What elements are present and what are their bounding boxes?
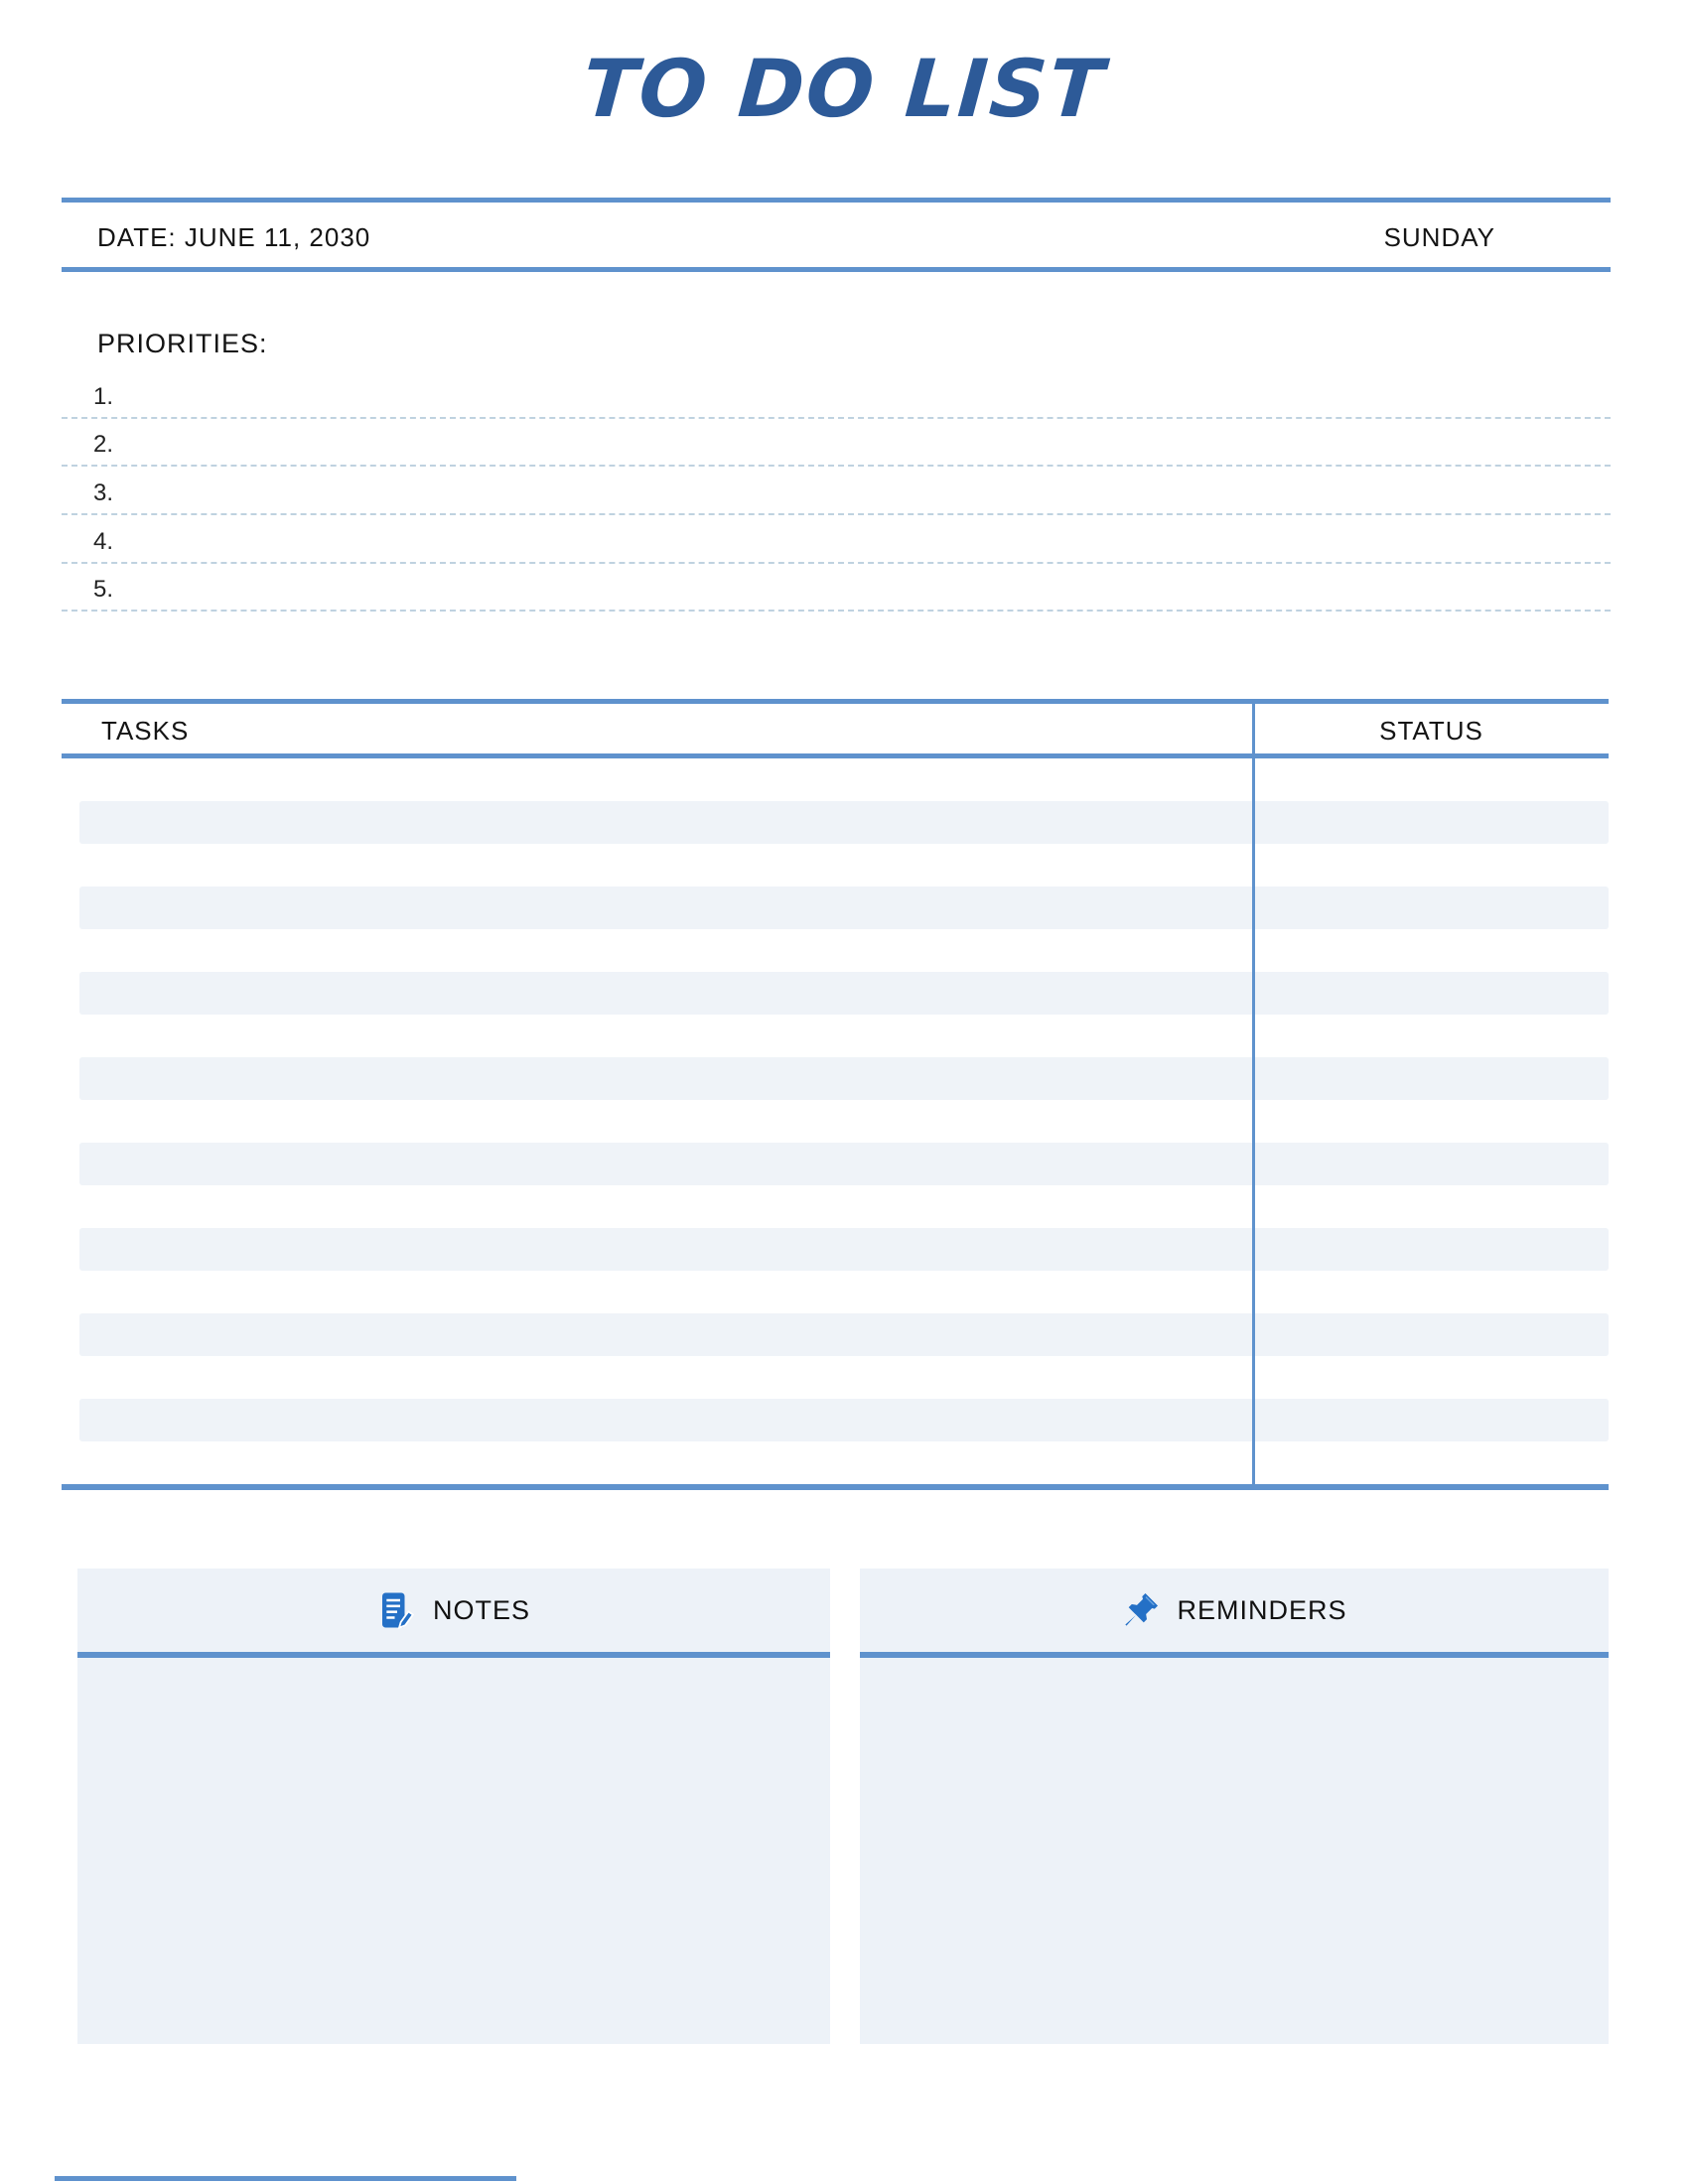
status-cell[interactable] <box>1252 1143 1609 1185</box>
priorities-heading: PRIORITIES: <box>97 329 268 358</box>
table-row[interactable] <box>79 972 1609 1015</box>
priority-item <box>62 467 1611 515</box>
status-cell[interactable] <box>1252 1399 1609 1441</box>
priority-fill-line[interactable] <box>123 419 1611 466</box>
table-row[interactable] <box>62 929 1609 972</box>
priority-item <box>62 564 1611 613</box>
tasks-table-header <box>62 704 1609 758</box>
table-row[interactable] <box>62 758 1609 801</box>
priority-list <box>62 370 1611 612</box>
status-cell[interactable] <box>1234 1271 1609 1313</box>
table-column-separator <box>1252 704 1255 1484</box>
priority-number: 1. <box>93 382 114 410</box>
priority-number: 3. <box>93 479 114 507</box>
table-row[interactable] <box>79 1313 1609 1356</box>
status-cell[interactable] <box>1234 1100 1609 1143</box>
status-cell[interactable] <box>1234 1015 1609 1057</box>
task-cell[interactable] <box>79 801 1252 844</box>
task-cell[interactable] <box>79 972 1252 1015</box>
task-cell[interactable] <box>79 1228 1252 1271</box>
status-cell[interactable] <box>1234 1441 1609 1484</box>
status-cell[interactable] <box>1234 844 1609 887</box>
task-cell[interactable] <box>79 1399 1252 1441</box>
reminders-header <box>860 1569 1609 1658</box>
status-cell[interactable] <box>1252 801 1609 844</box>
priority-item <box>62 370 1611 419</box>
priority-item <box>62 419 1611 468</box>
reminders-fill-area[interactable] <box>860 1658 1609 2040</box>
task-cell[interactable] <box>79 1313 1252 1356</box>
status-cell[interactable] <box>1252 1228 1609 1271</box>
table-row[interactable] <box>62 844 1609 887</box>
task-cell[interactable] <box>62 758 1234 801</box>
table-row[interactable] <box>62 1271 1609 1313</box>
table-row[interactable] <box>62 1100 1609 1143</box>
priority-item <box>62 515 1611 564</box>
priority-fill-line[interactable] <box>123 564 1611 611</box>
table-row[interactable] <box>79 1228 1609 1271</box>
table-row[interactable] <box>79 1057 1609 1100</box>
reminders-label: REMINDERS <box>1177 1594 1347 1625</box>
task-cell[interactable] <box>62 844 1234 887</box>
table-row[interactable] <box>79 801 1609 844</box>
notes-header <box>77 1569 830 1658</box>
priority-fill-line[interactable] <box>123 515 1611 562</box>
notes-label: NOTES <box>432 1594 530 1625</box>
divider-top <box>62 198 1611 203</box>
status-cell[interactable] <box>1252 1313 1609 1356</box>
task-cell[interactable] <box>62 929 1234 972</box>
task-cell[interactable] <box>62 1015 1234 1057</box>
tasks-column-header: TASKS <box>101 716 190 746</box>
notes-section <box>77 1569 830 2044</box>
task-cell[interactable] <box>79 1057 1252 1100</box>
reminders-section <box>860 1569 1609 2044</box>
table-row[interactable] <box>79 1399 1609 1441</box>
status-cell[interactable] <box>1252 972 1609 1015</box>
priority-number: 4. <box>93 527 114 555</box>
status-column-header: STATUS <box>1379 716 1483 746</box>
task-cell[interactable] <box>79 1143 1252 1185</box>
divider-bottom-partial <box>55 2176 516 2181</box>
task-cell[interactable] <box>62 1185 1234 1228</box>
status-cell[interactable] <box>1234 758 1609 801</box>
document-pencil-icon <box>377 1590 417 1630</box>
priority-fill-line[interactable] <box>123 370 1611 417</box>
status-cell[interactable] <box>1252 1057 1609 1100</box>
status-cell[interactable] <box>1234 929 1609 972</box>
tasks-table <box>62 699 1609 1490</box>
priority-number: 2. <box>93 431 114 459</box>
date-value: DATE: JUNE 11, 2030 <box>97 222 371 252</box>
divider-under-date <box>62 267 1611 272</box>
table-row[interactable] <box>79 887 1609 929</box>
status-cell[interactable] <box>1234 1356 1609 1399</box>
task-cell[interactable] <box>62 1356 1234 1399</box>
task-cell[interactable] <box>79 887 1252 929</box>
table-row[interactable] <box>62 1441 1609 1484</box>
page-title: TO DO LIST <box>579 43 1109 135</box>
task-cell[interactable] <box>62 1271 1234 1313</box>
table-row[interactable] <box>62 1015 1609 1057</box>
priority-fill-line[interactable] <box>123 467 1611 513</box>
task-cell[interactable] <box>62 1100 1234 1143</box>
table-row[interactable] <box>79 1143 1609 1185</box>
date-row <box>97 222 1495 253</box>
tasks-table-body <box>62 758 1609 1484</box>
table-row[interactable] <box>62 1356 1609 1399</box>
priority-number: 5. <box>93 576 114 604</box>
table-row[interactable] <box>62 1185 1609 1228</box>
notes-fill-area[interactable] <box>77 1658 830 2040</box>
status-cell[interactable] <box>1234 1185 1609 1228</box>
task-cell[interactable] <box>62 1441 1234 1484</box>
status-cell[interactable] <box>1252 887 1609 929</box>
pushpin-icon <box>1121 1590 1161 1630</box>
day-value: SUNDAY <box>1383 222 1495 252</box>
